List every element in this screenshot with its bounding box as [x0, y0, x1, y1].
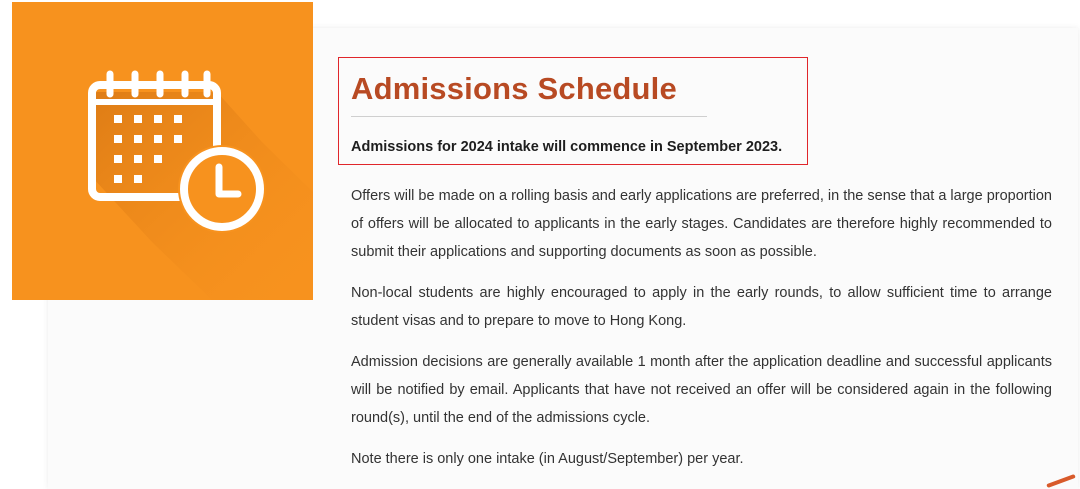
paragraph-non-local-students: Non-local students are highly encouraged to apply in the early rounds, to allow sufficient time to arrange student visas and to prepare to move to Hong Kong. — [351, 285, 1052, 329]
intake-notice: Admissions for 2024 intake will commence in September 2023. — [351, 139, 783, 155]
paragraph-rolling-offers: Offers will be made on a rolling basis and early applications are preferred, in the sense that a large proportion of offers will be allocated to applicants in the early stages. Candidates are therefore highly recommended to submit their applications and supporting documents as soon as possible. — [351, 188, 1052, 260]
calendar-clock-tile — [12, 2, 313, 300]
calendar-clock-icon — [12, 2, 313, 300]
title-underline — [351, 116, 707, 117]
paragraph-admission-decisions: Admission decisions are generally available 1 month after the application deadline and successful applicants will be notified by email. Applicants that have not received an offer will be considered again in the following round(s), until the end of the admissions cycle. — [351, 354, 1052, 426]
paragraph-intake-note: Note there is only one intake (in August/September) per year. — [351, 451, 744, 467]
page-title: Admissions Schedule — [351, 71, 677, 106]
admissions-section — [351, 58, 1052, 473]
